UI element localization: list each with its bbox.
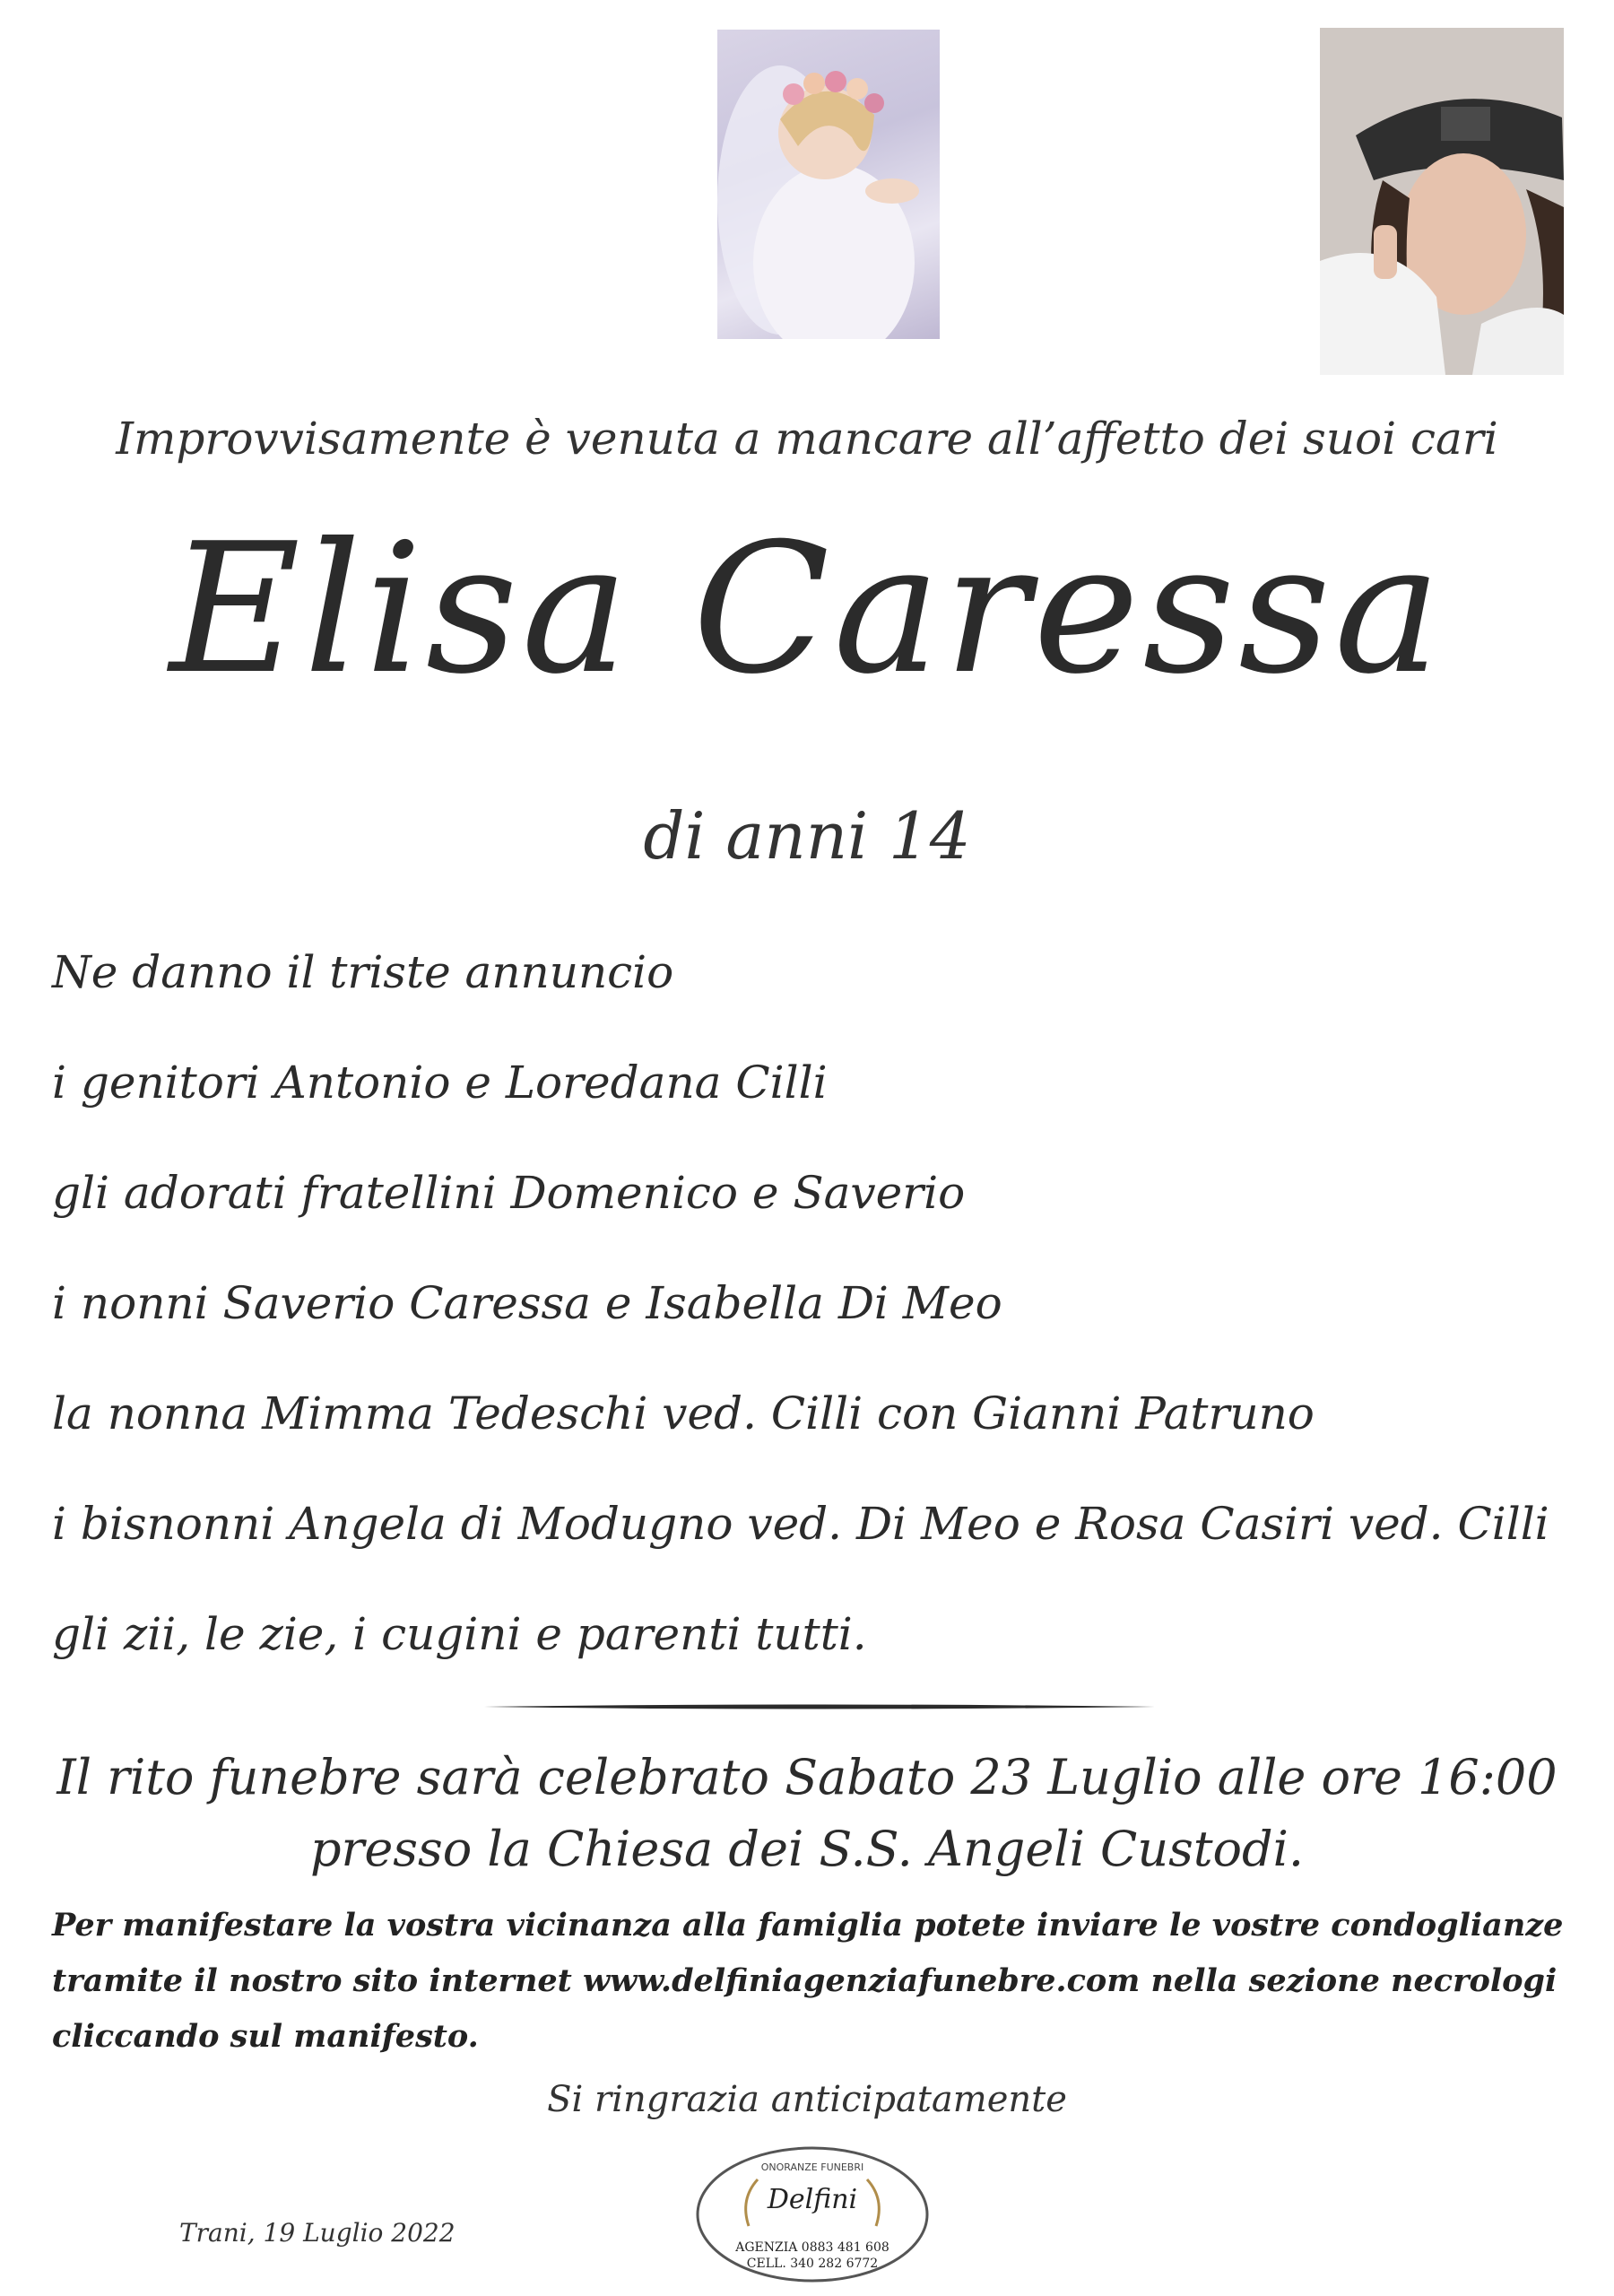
rite-line: presso la Chiesa dei S.S. Angeli Custodi. bbox=[309, 1821, 1305, 1877]
logo-top-text: ONORANZE FUNEBRI bbox=[760, 2161, 864, 2173]
announcement-line: i nonni Saverio Caressa e Isabella Di Meo bbox=[52, 1277, 1002, 1329]
thanks-text: Si ringrazia anticipatamente bbox=[547, 2079, 1067, 2120]
intro-text: Improvvisamente è venuta a mancare all’affetto dei suoi cari bbox=[116, 413, 1498, 465]
logo-brand: Delfini bbox=[767, 2184, 858, 2215]
condolence-note-line: cliccando sul manifesto. bbox=[52, 2018, 479, 2055]
announcement-line: i bisnonni Angela di Modugno ved. Di Meo e Rosa Casiri ved. Cilli bbox=[52, 1498, 1549, 1550]
logo-cell-phone: CELL. 340 282 6772 bbox=[746, 2257, 879, 2271]
angel-photo bbox=[717, 30, 940, 339]
portrait-photo bbox=[1320, 28, 1564, 375]
angel-illustration bbox=[717, 30, 940, 339]
place-date: Trani, 19 Luglio 2022 bbox=[179, 2218, 456, 2248]
age-text: di anni 14 bbox=[643, 798, 971, 874]
rite-line: Il rito funebre sarà celebrato Sabato 23 Luglio alle ore 16:00 bbox=[56, 1749, 1558, 1805]
announcement-line: i genitori Antonio e Loredana Cilli bbox=[52, 1057, 828, 1109]
deceased-name: Elisa Caressa bbox=[169, 505, 1445, 714]
divider-line bbox=[484, 1702, 1155, 1711]
condolence-note-line: tramite il nostro sito internet www.delfiniagenziafunebre.com nella sezione necrologi bbox=[52, 1962, 1558, 1999]
announcement-line: gli zii, le zie, i cugini e parenti tutti. bbox=[52, 1608, 867, 1660]
announcement-line: gli adorati fratellini Domenico e Saverio bbox=[52, 1167, 966, 1219]
agency-logo bbox=[695, 2145, 930, 2284]
announcement-line: la nonna Mimma Tedeschi ved. Cilli con Gianni Patruno bbox=[52, 1387, 1315, 1439]
logo-agency-phone: AGENZIA 0883 481 608 bbox=[735, 2240, 889, 2255]
condolence-note-line: Per manifestare la vostra vicinanza alla famiglia potete inviare le vostre condoglianze bbox=[52, 1907, 1564, 1944]
portrait-illustration bbox=[1320, 28, 1564, 375]
announcement-line: Ne danno il triste annuncio bbox=[52, 946, 674, 998]
